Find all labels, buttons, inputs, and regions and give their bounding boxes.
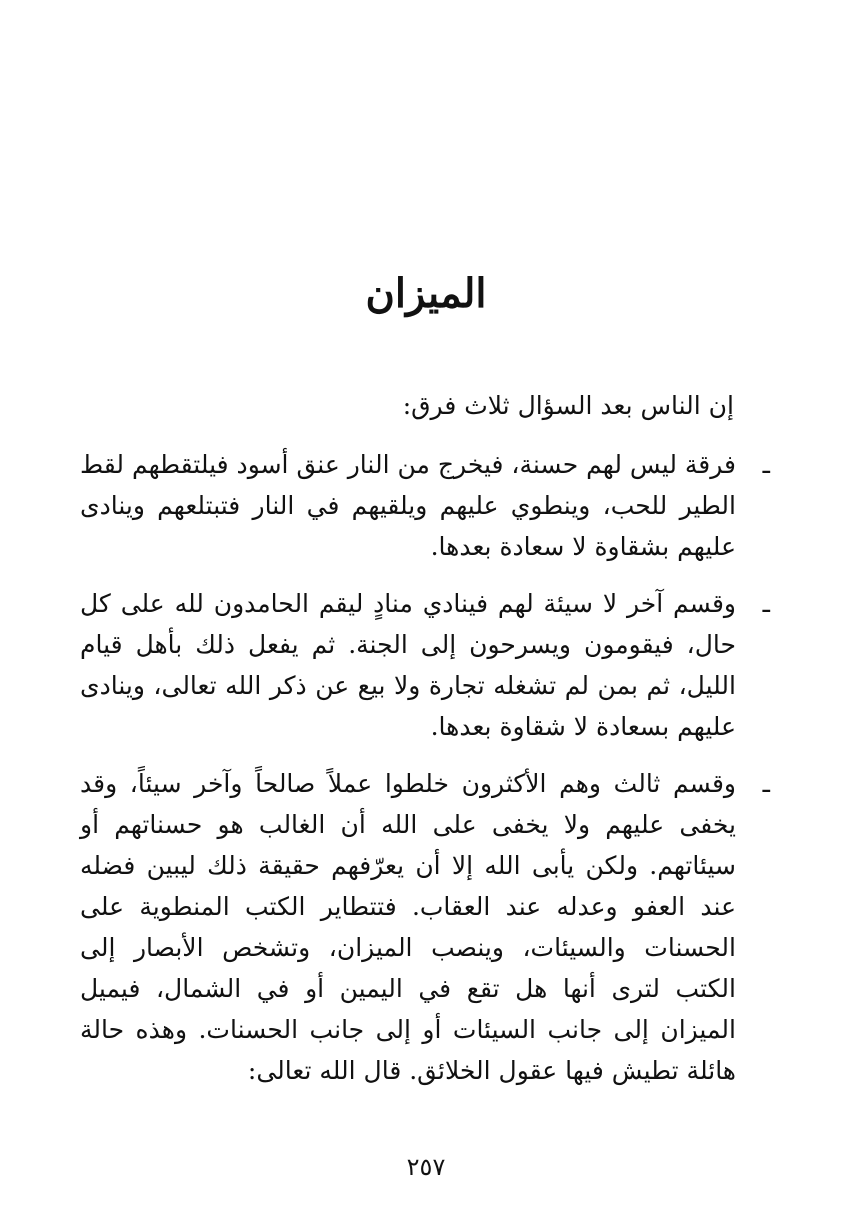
list-item-text: وقسم ثالث وهم الأكثرون خلطوا عملاً صالحاً وآخر سيئاً، وقد يخفى عليهم ولا يخفى على الله أن الغالب هو حسناتهم أو سيئاتهم. ولكن يأبى الله إلا أن يعرّفهم حقيقة ذلك ليبين فضله عند العفو وعدله عند العقاب. فتتطاير الكتب المنطوية على الحسنات والسيئات، وينصب الميزان، وتشخص الأبصار إلى الكتب لترى أنها هل تقع في اليمين أو في الشمال، فيميل الميزان إلى جانب السيئات أو إلى جانب الحسنات. وهذه حالة هائلة تطيش فيها عقول الخلائق. قال الله تعالى: bbox=[80, 769, 736, 1085]
list-item-text: فرقة ليس لهم حسنة، فيخرج من النار عنق أسود فيلتقطهم لقط الطير للحب، وينطوي عليهم ويلقيهم في النار فتبتلعهم وينادى عليهم بشقاوة لا سعادة بعدها. bbox=[80, 450, 736, 561]
groups-list bbox=[80, 444, 770, 1107]
list-item-first-group bbox=[80, 444, 770, 567]
list-item-text: وقسم آخر لا سيئة لهم فينادي منادٍ ليقم الحامدون لله على كل حال، فيقومون ويسرحون إلى الجنة. ثم يفعل ذلك بأهل قيام الليل، ثم بمن لم تشغله تجارة ولا بيع عن ذكر الله تعالى، وينادى عليهم بسعادة لا شقاوة بعدها. bbox=[80, 589, 736, 741]
intro-paragraph: إن الناس بعد السؤال ثلاث فرق: bbox=[402, 391, 734, 420]
list-item-third-group bbox=[80, 763, 770, 1091]
page-number: ٢٥٧ bbox=[406, 1153, 446, 1181]
list-dash-marker: ـ bbox=[762, 769, 770, 798]
list-dash-marker: ـ bbox=[762, 450, 770, 479]
page-title: الميزان bbox=[365, 270, 487, 317]
list-item-second-group bbox=[80, 583, 770, 747]
list-dash-marker: ـ bbox=[762, 589, 770, 618]
